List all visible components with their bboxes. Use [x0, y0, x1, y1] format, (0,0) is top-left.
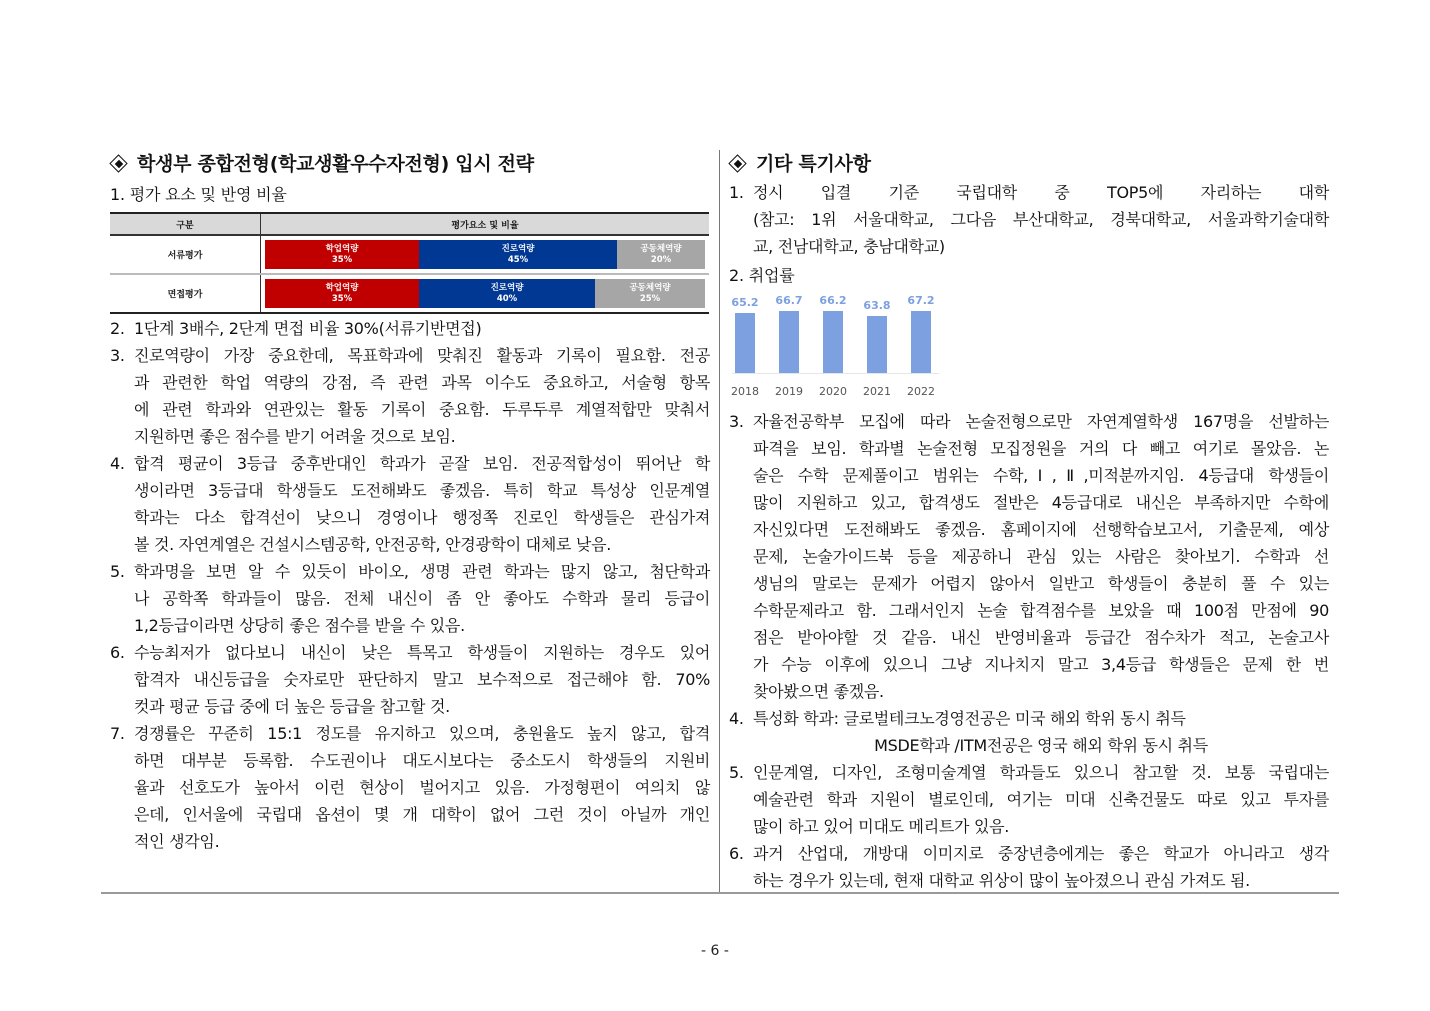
text-line: (참고: 1위 서울대학교, 그다음 부산대학교, 경북대학교, 서울과학기술대학 [753, 210, 1329, 229]
text-line: 합격 평균이 3등급 중후반대인 학과가 곧잘 보임. 전공적합성이 뛰어난 학 [134, 454, 710, 473]
table-row [110, 273, 709, 312]
numbered-item [729, 408, 1329, 705]
text-line: 많이 하고 있어 미대도 메리트가 있음. [753, 817, 1010, 836]
row-label: 서류평가 [110, 236, 261, 273]
segment-percent: 35% [331, 254, 353, 265]
numbered-item [110, 450, 710, 558]
text-line: 율과 선호도가 높아서 이런 현상이 벌어지고 있음. 가정형편이 여의치 않 [134, 778, 710, 797]
x-tick-label: 2020 [819, 385, 847, 398]
diamond-bullet-icon [729, 155, 746, 172]
table-row [110, 236, 709, 273]
item-number: 3. [729, 412, 744, 431]
segment-percent: 25% [639, 293, 661, 304]
item-number: 2. [110, 319, 125, 338]
numbered-item [110, 342, 710, 450]
column-divider [719, 150, 720, 892]
subheading-eval-ratio: 1. 평가 요소 및 반영 비율 [110, 185, 287, 204]
text-line: 가 수능 이후에 있으니 그냥 지나치지 말고 3,4등급 학생들은 문제 한 번 [753, 655, 1329, 674]
x-tick-label: 2022 [907, 385, 935, 398]
header-category: 구분 [110, 214, 261, 234]
segment-name: 진로역량 [490, 282, 524, 293]
chart-bar [911, 311, 931, 373]
text-line: 경쟁률은 꾸준히 15:1 정도를 유지하고 있으며, 충원율도 높지 않고, 합격 [134, 724, 710, 743]
data-label: 66.2 [819, 294, 847, 308]
text-line: 자율전공학부 모집에 따라 논술전형으로만 자연계열학생 167명을 선발하는 [753, 412, 1329, 431]
segment-3 [595, 279, 705, 308]
segment-name: 학업역량 [325, 243, 359, 254]
segment-percent: 45% [507, 254, 529, 265]
text-line: 합격자 내신등급을 숫자로만 판단하지 말고 보수적으로 접근해야 함. 70% [134, 670, 710, 689]
item-number: 6. [110, 643, 125, 662]
segment-name: 공동체역량 [640, 243, 682, 254]
text-line: 많이 지원하고 있고, 합격생도 절반은 4등급대로 내신은 부족하지만 수학에 [753, 493, 1329, 512]
chart-bar [735, 313, 755, 373]
left-section-title [110, 149, 534, 176]
text-line: 술은 수학 문제풀이고 범위는 수학,Ⅰ,Ⅱ,미적분까지임. 4등급대 학생들이 [753, 466, 1329, 485]
text-line: 지원하면 좋은 점수를 받기 어려울 것으로 보임. [134, 427, 456, 446]
item-number: 3. [110, 346, 125, 365]
segment-1 [265, 279, 419, 308]
text-line: MSDE학과 /ITM전공은 영국 해외 학위 동시 취득 [874, 736, 1208, 755]
numbered-item [729, 705, 1329, 759]
segment-3 [617, 240, 705, 269]
chart-bar [779, 311, 799, 373]
numbered-item [729, 840, 1329, 894]
text-line: 학과는 다소 합격선이 낮으니 경영이나 행정쪽 진로인 학생들은 관심가져 [134, 508, 710, 527]
item-number: 6. [729, 844, 744, 863]
text-line: 점은 받아야할 것 같음. 내신 반영비율과 등급간 점수차가 적고, 논술고사 [753, 628, 1329, 647]
segment-name: 학업역량 [325, 282, 359, 293]
item-number: 4. [110, 454, 125, 473]
segment-1 [265, 240, 419, 269]
employment-rate-chart [728, 290, 943, 405]
segment-percent: 20% [650, 254, 672, 265]
page-number: - 6 - [701, 943, 729, 959]
item-number: 5. [729, 763, 744, 782]
text-line: 찾아봤으면 좋겠음. [753, 682, 884, 701]
numbered-item [110, 315, 710, 342]
text-line: 은데, 인서울에 국립대 옵션이 몇 개 대학이 없어 그런 것이 아닐까 개인 [134, 805, 710, 824]
text-line: 과거 산업대, 개방대 이미지로 중장년층에게는 좋은 학교가 아니라고 생각 [753, 844, 1329, 863]
subheading-employment: 2. 취업률 [729, 266, 795, 285]
item-number: 5. [110, 562, 125, 581]
chart-bar [867, 316, 887, 373]
data-label: 65.2 [731, 296, 759, 309]
text-line: 적인 생각임. [134, 832, 220, 851]
text-line: 자신있다면 도전해봐도 좋겠음. 홈페이지에 선행학습보고서, 기출문제, 예상 [753, 520, 1329, 539]
text-line: 컷과 평균 등급 중에 더 높은 등급을 참고할 것. [134, 697, 450, 716]
text-line: 특성화 학과: 글로벌테크노경영전공은 미국 해외 학위 동시 취득 [753, 709, 1186, 728]
segment-percent: 35% [331, 293, 353, 304]
text-line: 과 관련한 학업 역량의 강점, 즉 관련 과목 이수도 중요하고, 서술형 항목 [134, 373, 710, 392]
text-line: 생님의 말로는 문제가 어렵지 않아서 일반고 학생들이 충분히 풀 수 있는 [753, 574, 1329, 593]
chart-bar [823, 311, 843, 373]
right-title-text: 기타 특기사항 [756, 153, 871, 175]
text-line: 파격을 보임. 학과별 논술전형 모집정원을 거의 다 빼고 여기로 몰았음. 논 [753, 439, 1329, 458]
header-elements: 평가요소 및 비율 [451, 220, 519, 231]
segment-2 [419, 240, 617, 269]
left-title-text: 학생부 종합전형(학교생활우수자전형) 입시 전략 [137, 153, 534, 175]
data-label: 67.2 [907, 293, 935, 307]
right-section-title [729, 149, 871, 176]
chart-baseline [732, 373, 939, 374]
text-line: 1,2등급이라면 상당히 좋은 점수를 받을 수 있음. [134, 616, 465, 635]
text-line: 학과명을 보면 알 수 있듯이 바이오, 생명 관련 학과는 많지 않고, 첨단학과 [134, 562, 710, 581]
text-line: 문제, 논술가이드북 등을 제공하니 관심 있는 사람은 찾아보기. 수학과 선 [753, 547, 1329, 566]
numbered-item [110, 720, 710, 855]
numbered-item [110, 639, 710, 720]
x-tick-label: 2018 [731, 385, 759, 398]
data-label: 63.8 [863, 299, 891, 313]
ratio-bar [265, 279, 705, 308]
item-number: 7. [110, 724, 125, 743]
text-line: 진로역량이 가장 중요한데, 목표학과에 맞춰진 활동과 기록이 필요함. 전공 [134, 346, 710, 365]
evaluation-table [110, 212, 709, 314]
segment-name: 진로역량 [501, 243, 535, 254]
numbered-item [729, 179, 1329, 260]
text-line: 1단계 3배수, 2단계 면접 비율 30%(서류기반면접) [134, 319, 482, 338]
segment-2 [419, 279, 595, 308]
ratio-bar [265, 240, 705, 269]
text-line: 볼 것. 자연계열은 건설시스템공학, 안전공학, 안경광학이 대체로 낮음. [134, 535, 612, 554]
numbered-item [110, 558, 710, 639]
text-line: 정시 입결 기준 국립대학 중 TOP5에 자리하는 대학 [753, 183, 1329, 202]
segment-percent: 40% [496, 293, 518, 304]
text-line: 생이라면 3등급대 학생들도 도전해봐도 좋겠음. 특히 학교 특성상 인문계열 [134, 481, 710, 500]
item-number: 1. [729, 183, 744, 202]
table-header [110, 214, 709, 236]
diamond-bullet-icon [110, 155, 127, 172]
text-line: 나 공학쪽 학과들이 많음. 전체 내신이 좀 안 좋아도 수학과 물리 등급이 [134, 589, 710, 608]
x-tick-label: 2021 [863, 385, 891, 398]
text-line: 예술관련 학과 지원이 별로인데, 여기는 미대 신축건물도 따로 있고 투자를 [753, 790, 1329, 809]
text-line: 하면 대부분 등록함. 수도권이나 대도시보다는 중소도시 학생들의 지원비 [134, 751, 710, 770]
segment-name: 공동체역량 [629, 282, 671, 293]
data-label: 66.7 [775, 294, 803, 307]
text-line: 교, 전남대학교, 충남대학교) [753, 237, 945, 256]
text-line: 수능최저가 없다보니 내신이 낮은 특목고 학생들이 지원하는 경우도 있어 [134, 643, 710, 662]
text-line: 수학문제라고 함. 그래서인지 논술 합격점수를 보았을 때 100점 만점에 90 [753, 601, 1329, 620]
row-label: 면접평가 [110, 275, 261, 312]
item-number: 4. [729, 709, 744, 728]
text-line: 에 관련 학과와 연관있는 활동 기록이 중요함. 두루두루 계열적합만 맞춰서 [134, 400, 710, 419]
text-line: 인문계열, 디자인, 조형미술계열 학과들도 있으니 참고할 것. 보통 국립대는 [753, 763, 1329, 782]
numbered-item [729, 759, 1329, 840]
x-tick-label: 2019 [775, 385, 803, 398]
text-line: 하는 경우가 있는데, 현재 대학교 위상이 많이 높아졌으니 관심 가져도 됨. [753, 871, 1250, 890]
